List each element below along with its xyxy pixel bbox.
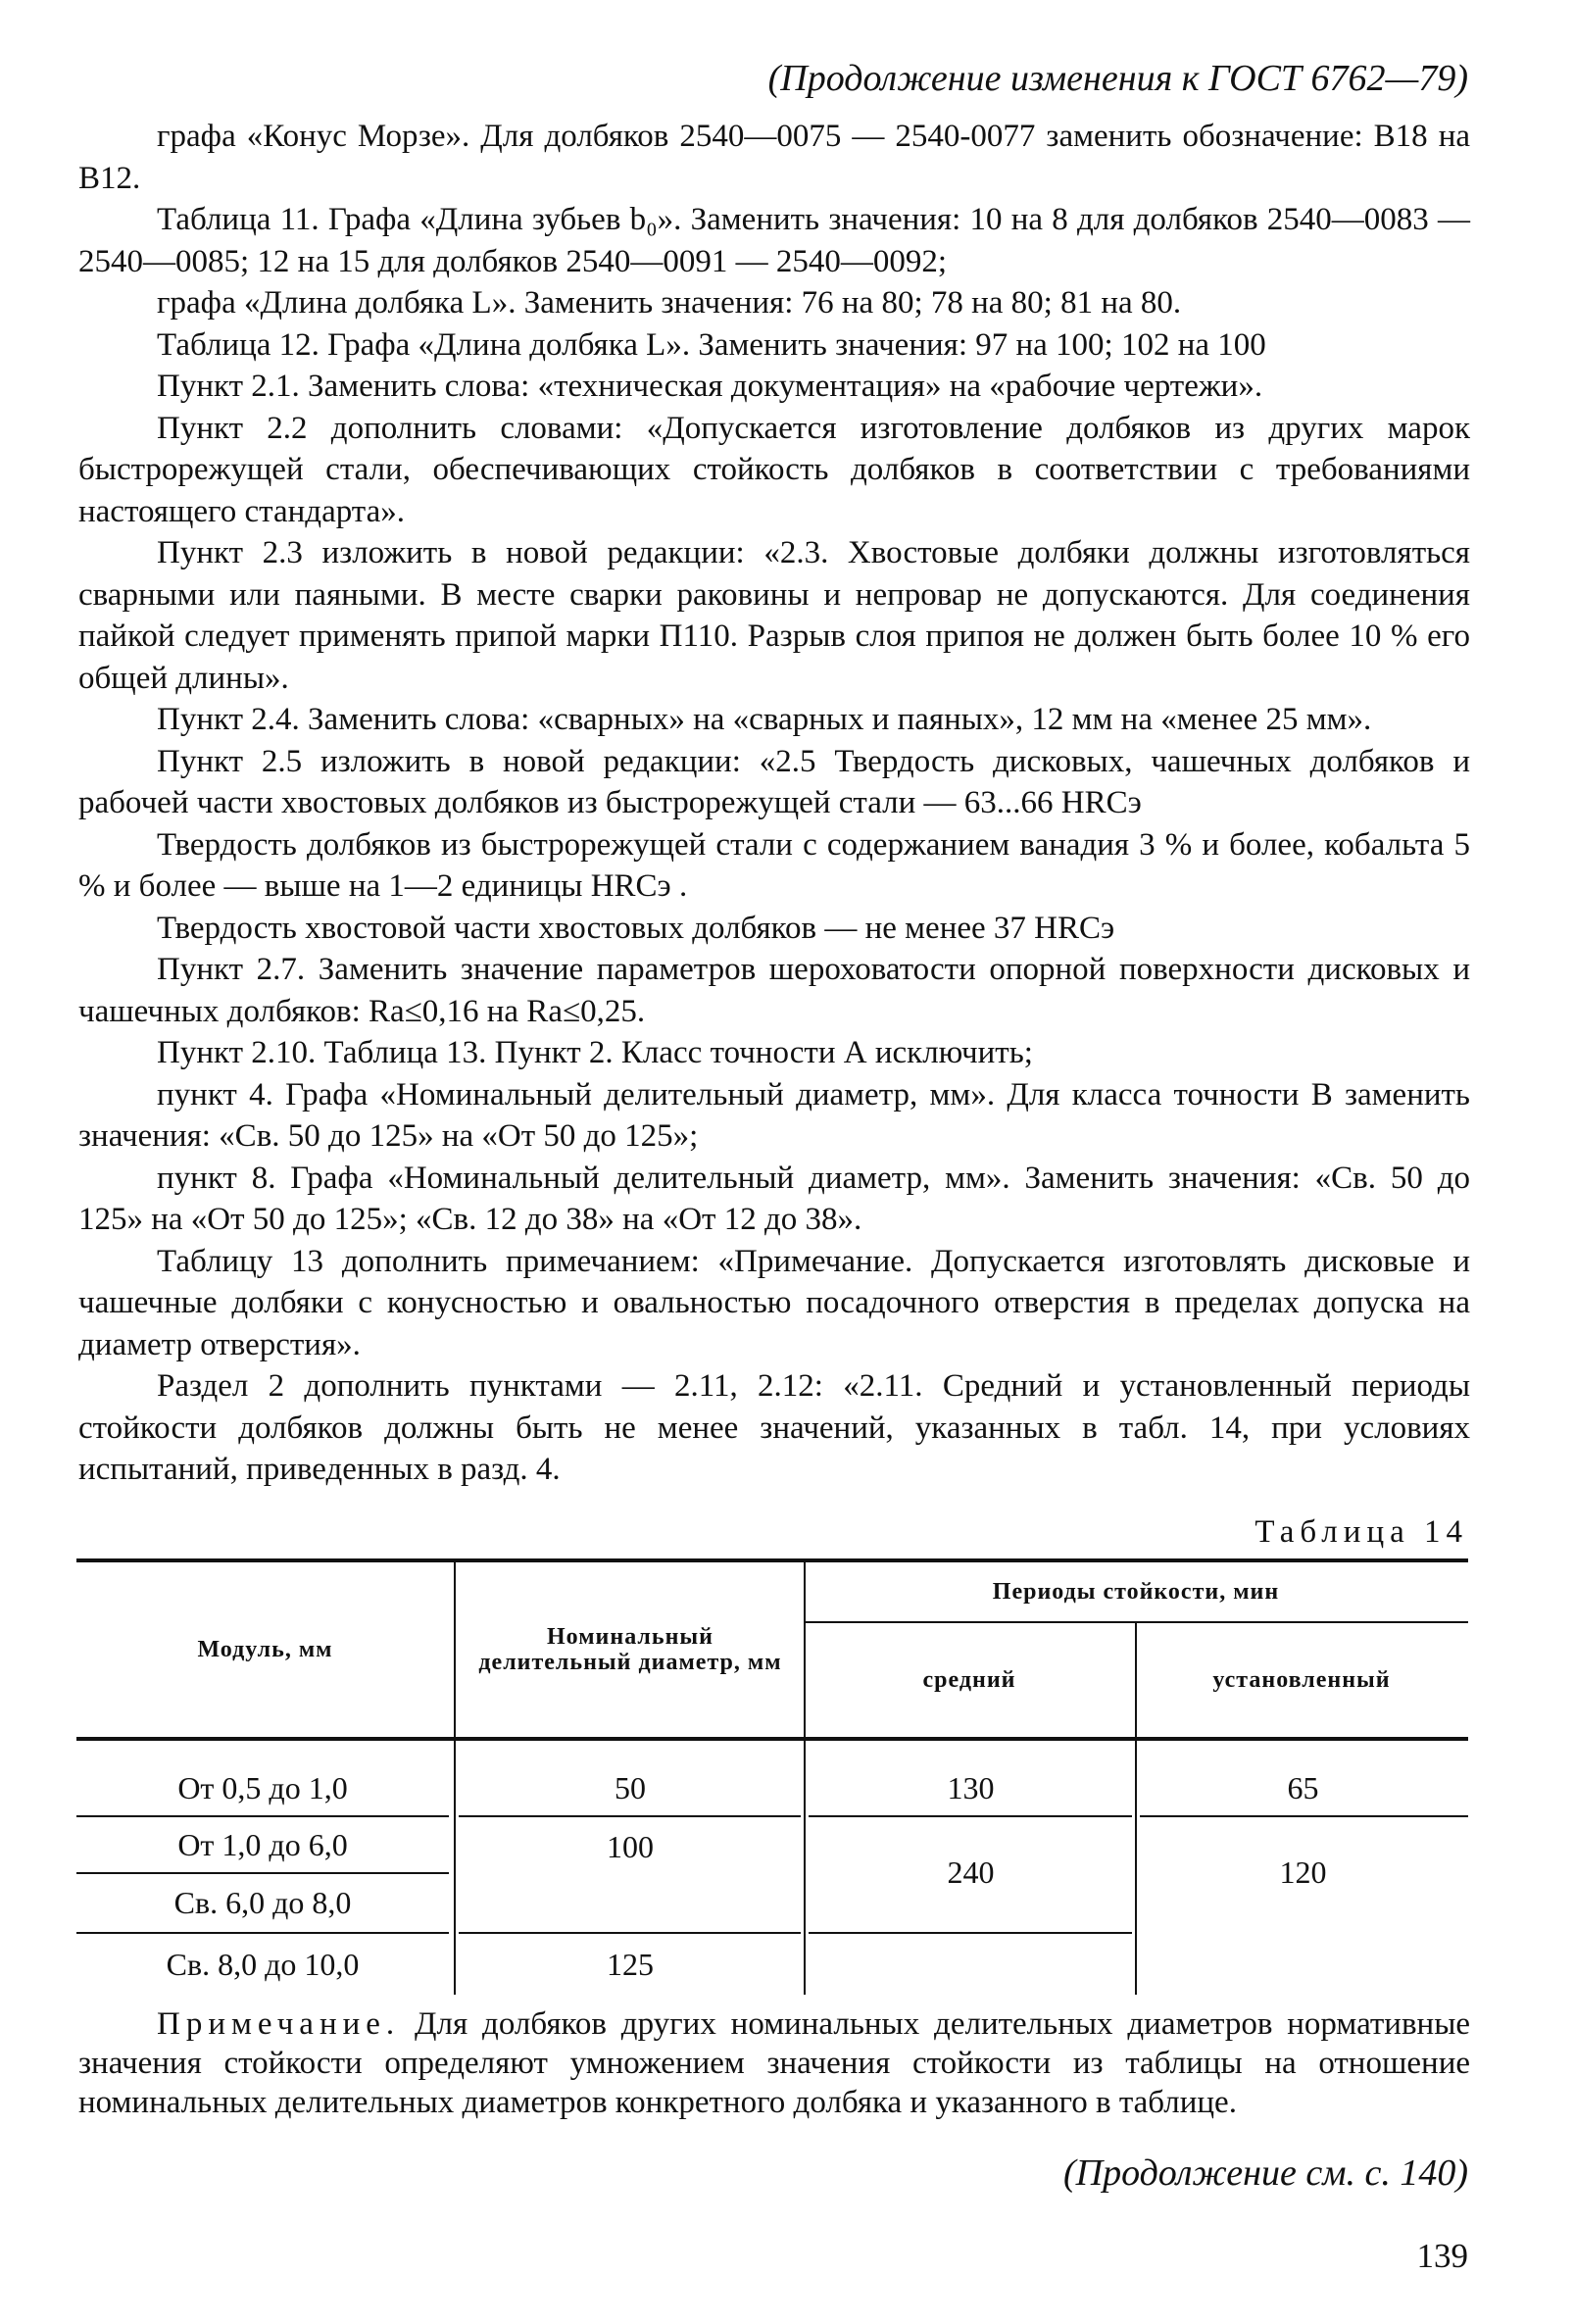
header-module: Модуль, мм bbox=[197, 1637, 333, 1662]
table-caption: Таблица 14 bbox=[1254, 1514, 1468, 1550]
row-underline bbox=[459, 1932, 801, 1934]
paragraph: Пункт 2.10. Таблица 13. Пункт 2. Класс точности А исключить; bbox=[157, 1035, 1033, 1070]
header-continuation: (Продолжение изменения к ГОСТ 6762—79) bbox=[767, 58, 1468, 99]
paragraph: Пункт 2.1. Заменить слова: «техническая документация» на «рабочие чертежи». bbox=[157, 369, 1263, 404]
paragraph: графа «Конус Морзе». Для долбяков 2540—0075 — 2540-0077 заменить обозначение: В18 на В12. bbox=[78, 119, 1470, 196]
paragraph: Пункт 2.3 изложить в новой редакции: «2.3. Хвостовые долбяки должны изготовляться сварными или паяными. В месте сварки раковины и непровар не допускаются. Для соединения пайкой следует применять припой марки П110. Разрыв слоя припоя не должен быть более 10 % его общей длины». bbox=[78, 535, 1470, 696]
cell-module: Св. 6,0 до 8,0 bbox=[173, 1885, 352, 1920]
footer-continuation: (Продолжение см. с. 140) bbox=[1062, 2152, 1468, 2194]
note-text: Для долбяков других номинальных делительных диаметров нормативные значения стойкости определяют умножением значения стойкости из таблицы на отношение номинальных делительных диаметров конкретного долбяка и указанного в таблице. bbox=[78, 2006, 1471, 2120]
paragraph: Твердость хвостовой части хвостовых долбяков — не менее 37 HRCэ bbox=[157, 910, 1115, 946]
paragraph: Таблица 12. Графа «Длина долбяка L». Заменить значения: 97 на 100; 102 на 100 bbox=[157, 326, 1266, 363]
cell-module: От 1,0 до 6,0 bbox=[177, 1826, 348, 1862]
paragraph: Таблицу 13 дополнить примечанием: «Примечание. Допускается изготовлять дисковые и чашечные долбяки с конусностью и овальностью посадочного отверстия в пределах допуска на диаметр отверстия». bbox=[78, 1243, 1470, 1362]
cell-established: 65 bbox=[1287, 1769, 1319, 1805]
cell-diameter: 125 bbox=[607, 1947, 654, 1982]
cell-module: Св. 8,0 до 10,0 bbox=[166, 1947, 360, 1982]
header-average: средний bbox=[922, 1667, 1016, 1693]
row-underline bbox=[1140, 1815, 1468, 1817]
table-note bbox=[78, 2004, 1470, 2122]
amendment-text bbox=[78, 116, 1470, 1491]
paragraph: Твердость долбяков из быстрорежущей стали с содержанием ванадия 3 % и более, кобальта 5 % и более — выше на 1—2 единицы HRCэ . bbox=[78, 826, 1470, 904]
header-periods: Периоды стойкости, мин bbox=[992, 1579, 1280, 1605]
row-underline bbox=[809, 1815, 1132, 1817]
paragraph: Пункт 2.4. Заменить слова: «сварных» на «сварных и паяных», 12 мм на «менее 25 мм». bbox=[157, 702, 1372, 737]
cell-diameter: 100 bbox=[607, 1828, 654, 1864]
cell-diameter: 50 bbox=[615, 1769, 646, 1805]
header-bottom-rule bbox=[76, 1737, 1468, 1741]
paragraph: пункт 8. Графа «Номинальный делительный диаметр, мм». Заменить значения: «Св. 50 до 125» на «От 50 до 125»; «Св. 12 до 38» на «От 12 до 38». bbox=[78, 1160, 1470, 1237]
paragraph: Пункт 2.5 изложить в новой редакции: «2.5 Твердость дисковых, чашечных долбяков и рабочей части хвостовых долбяков из быстрорежущей стали — 63...66 HRCэ bbox=[78, 743, 1470, 820]
paragraph: пункт 4. Графа «Номинальный делительный диаметр, мм». Для класса точности В заменить значения: «Св. 50 до 125» на «От 50 до 125»; bbox=[78, 1076, 1470, 1154]
note-label: Примечание. bbox=[157, 2006, 401, 2042]
paragraph: графа «Длина долбяка L». Заменить значения: 76 на 80; 78 на 80; 81 на 80. bbox=[157, 285, 1182, 321]
column-divider bbox=[454, 1558, 456, 1995]
header-diameter: Номинальный делительный диаметр, мм bbox=[478, 1624, 782, 1675]
cell-module: От 0,5 до 1,0 bbox=[177, 1769, 348, 1805]
table-14 bbox=[76, 1558, 1468, 1995]
paragraph: Раздел 2 дополнить пунктами — 2.11, 2.12: «2.11. Средний и установленный периоды стойкости долбяков должны быть не менее значений, указанных в табл. 14, при условиях испытаний, приведенных в разд. 4. bbox=[78, 1368, 1470, 1487]
paragraph: Пункт 2.7. Заменить значение параметров шероховатости опорной поверхности дисковых и чашечных долбяков: Ra≤0,16 на Ra≤0,25. bbox=[78, 952, 1470, 1029]
page-number: 139 bbox=[1416, 2237, 1468, 2275]
header-established: установленный bbox=[1212, 1667, 1391, 1693]
cell-average: 130 bbox=[947, 1769, 995, 1805]
cell-established: 120 bbox=[1279, 1854, 1327, 1890]
paragraph: Пункт 2.2 дополнить словами: «Допускается изготовление долбяков из других марок быстрорежущей стали, обеспечивающих стойкость долбяков в соответствии с требованиями настоящего стандарта». bbox=[78, 410, 1470, 529]
row-underline bbox=[809, 1932, 1132, 1934]
cell-average: 240 bbox=[947, 1854, 995, 1890]
paragraph: Таблица 11. Графа «Длина зубьев b₀». Заменить значения: 10 на 8 для долбяков 2540—0083 — 2540—0085; 12 на 15 для долбяков 2540—0091 — 2540—0092; bbox=[78, 202, 1470, 279]
row-underline bbox=[76, 1932, 449, 1934]
